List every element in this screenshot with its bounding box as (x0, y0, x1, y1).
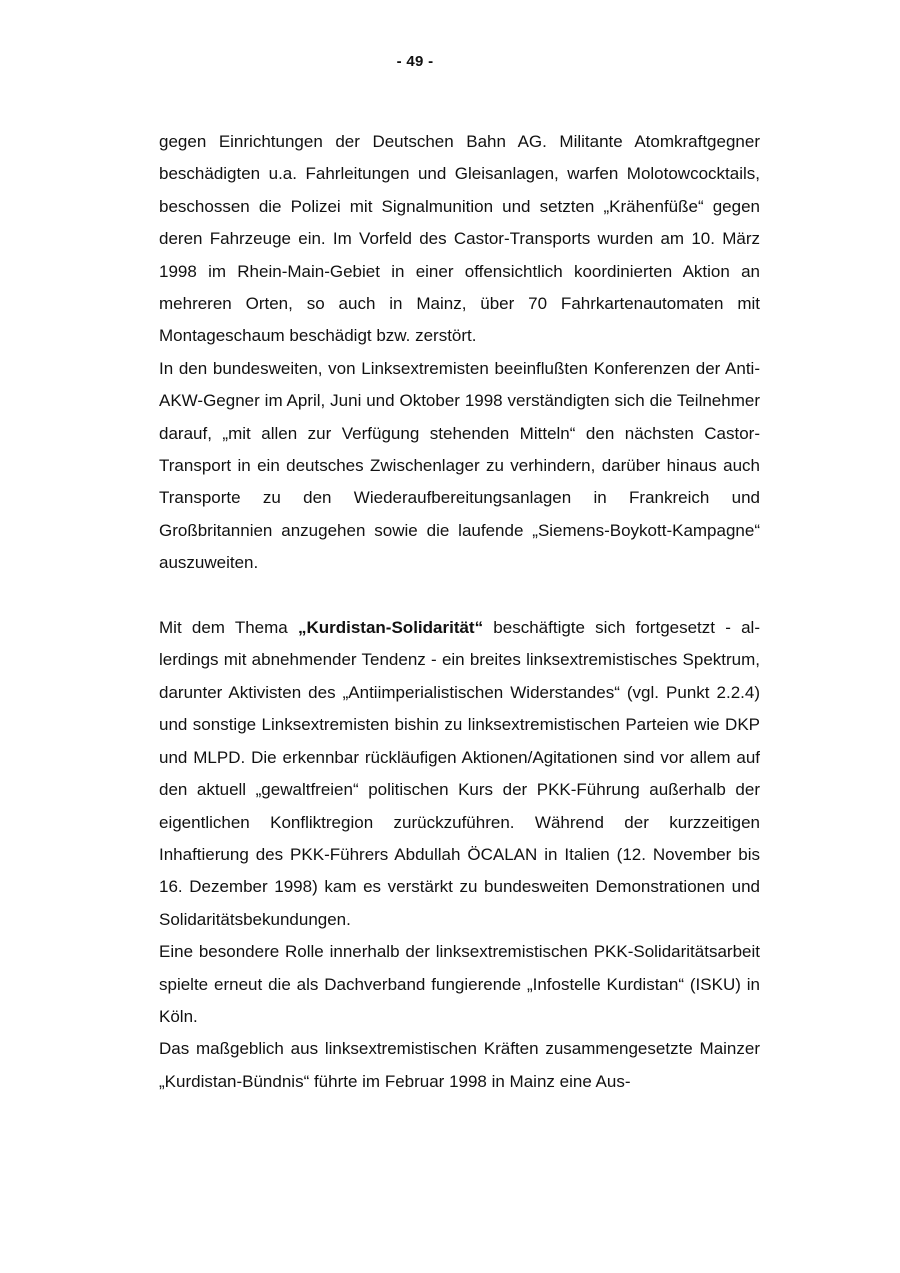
kurdistan-solidarity-heading: „Kurdistan-Solidarität“ (297, 618, 484, 638)
paragraph-anti-akw-conferences: In den bundesweiten, von Linksextremisten beeinflußten Konferenzen der Anti-AKW-Gegner im April, Juni und Oktober 1998 verständigten sich die Teilnehmer darauf, „mit allen zur Verfügung stehenden Mitteln“ den nächsten Castor-Transport in ein deutsches Zwischenlager zu verhindern, darüber hinaus auch Transporte zu den Wiederaufbereitungsanlagen in Frankreich und Großbritannien anzugehen sowie die laufende „Siemens-Boykott-Kampagne“ auszuweiten. (159, 358, 760, 573)
kurdistan-text-rest: beschäftigte sich fortgesetzt - allerdings mit abnehmender Tendenz - ein breites linksextremistisches Spektrum, darunter Aktivisten des „Antiimperialistischen Widerstandes“ (vgl. Punkt 2.2.4) und sonstige Linksextremisten bishin zu linksextremistischen Parteien wie DKP und MLPD. Die erkennbar rückläufigen Aktionen/Agitationen sind vor allem auf den aktuell „gewaltfreien“ politischen Kurs der PKK-Führung außerhalb der eigentlichen Konfliktregion zurückzuführen. Während der kurzzeitigen Inhaftierung des PKK-Führers Abdullah ÖCALAN in Italien (12. November bis 16. Dezember 1998) kam es verstärkt zu bundesweiten Demonstrationen und Solidaritätsbekundungen. (159, 618, 760, 929)
paragraph-anti-nuclear-actions: gegen Einrichtungen der Deutschen Bahn AG. Militante Atomkraftgegner beschädigten u.a. Fahrleitungen und Gleisanlagen, warfen Molotowcocktails, beschossen die Polizei mit Signalmunition und setzten „Krähenfüße“ gegen deren Fahrzeuge ein. Im Vorfeld des Castor-Transports wurden am 10. März 1998 im Rhein-Main-Gebiet in einer offensichtlich koordinierten Aktion an mehreren Orten, so auch in Mainz, über 70 Fahrkartenautomaten mit Montageschaum beschädigt bzw. zerstört. (159, 132, 760, 346)
paragraph-kurdistan-solidarity (159, 612, 760, 936)
paragraph-spacer (159, 580, 760, 612)
page-number: - 49 - (396, 53, 434, 70)
kurdistan-text-start: Mit dem Thema (159, 618, 298, 638)
body-text (159, 126, 760, 1098)
paragraph-mainz-buendnis: Das maßgeblich aus linksextremistischen Kräften zusammengesetzte Mainzer „Kurdistan-Bündnis“ führte im Februar 1998 in Mainz eine Aus- (159, 1039, 760, 1091)
paragraph-isku: Eine besondere Rolle innerhalb der linksextremistischen PKK-Solidaritätsarbeit spielte erneut die als Dachverband fungierende „Infostelle Kurdistan“ (ISKU) in Köln. (159, 942, 760, 1026)
